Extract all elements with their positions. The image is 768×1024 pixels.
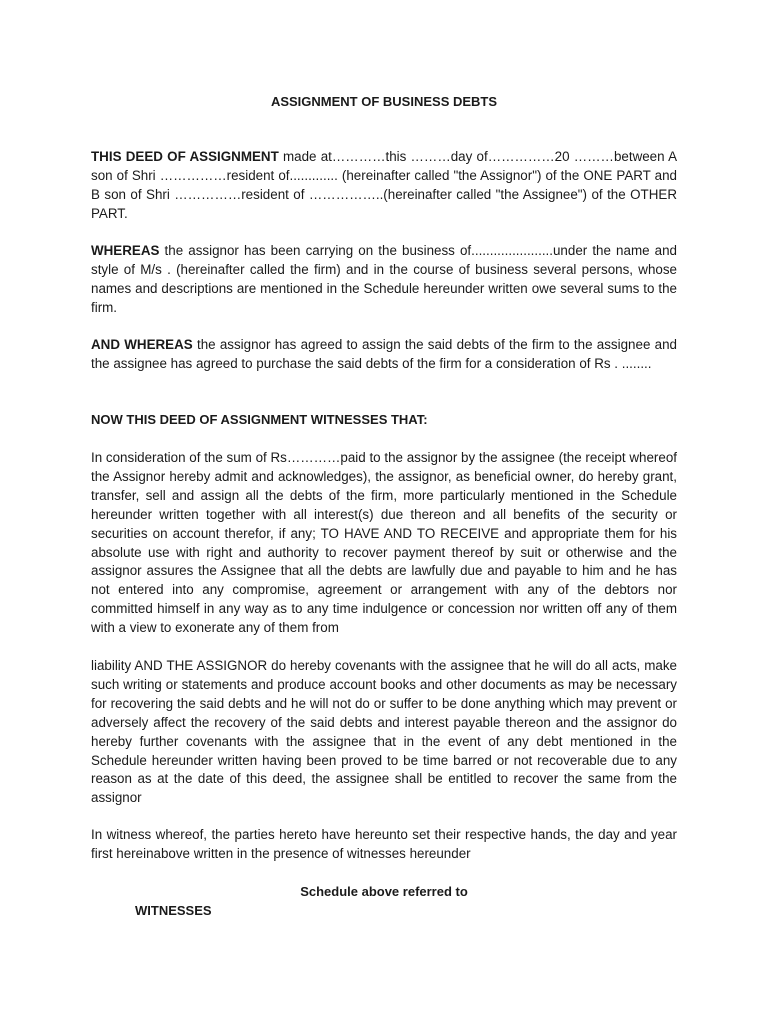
opening-lead: THIS DEED OF ASSIGNMENT xyxy=(91,149,279,164)
opening-paragraph xyxy=(91,148,677,224)
whereas-lead: WHEREAS xyxy=(91,243,160,258)
opening-body: made at…………this ………day of……………20 ………between A son of Shri ……………resident of............. (hereinafter called "the Assignor") of the ONE PART and B son of Shri ……………resident of ……………..(hereinafter called "the Assignee") of the OTHER PART. xyxy=(91,149,677,221)
document-title: ASSIGNMENT OF BUSINESS DEBTS xyxy=(270,94,498,109)
witnesses-that-heading: NOW THIS DEED OF ASSIGNMENT WITNESSES THAT: xyxy=(91,412,428,427)
witnesses-heading: WITNESSES xyxy=(135,903,212,918)
liability-paragraph: liability AND THE ASSIGNOR do hereby covenants with the assignee that he will do all acts, make such writing or statements and produce account books and other documents as may be necessary for recovering the said debts and he will not do or suffer to be done anything which may prevent or adversely affect the recovery of the said debts and interest payable thereon and the assignor do hereby further covenants with the assignee that in the event of any debt mentioned in the Schedule hereunder written having been proved to be time barred or not recoverable due to any reason as at the date of this deed, the assignee shall be entitled to recover the same from the assignor xyxy=(91,658,677,806)
consideration-paragraph: In consideration of the sum of Rs…………paid to the assignor by the assignee (the receipt whereof the Assignor hereby admit and acknowledges), the assignor, as beneficial owner, do hereby grant, transfer, sell and assign all the debts of the firm, more particularly mentioned in the Schedule hereunder written together with all interest(s) due thereon and all benefits of the security or securities on account therefor, if any; TO HAVE AND TO RECEIVE and appropriate them for his absolute use with right and authority to recover payment thereof by suit or otherwise and the assignor assures the Assignee that all the debts are lawfully due and payable to him and he has not entered into any compromise, agreement or arrangement with any of the debtors nor committed himself in any way as to any time indulgence or concession nor written off any of them with a view to exonerate any of them from xyxy=(91,450,677,636)
schedule-heading: Schedule above referred to xyxy=(300,884,468,899)
in-witness-paragraph: In witness whereof, the parties hereto have hereunto set their respective hands, the day and year first hereinabove written in the presence of witnesses hereunder xyxy=(91,827,677,861)
whereas-paragraph xyxy=(91,242,677,318)
and-whereas-lead: AND WHEREAS xyxy=(91,337,193,352)
and-whereas-paragraph xyxy=(91,336,677,374)
and-whereas-body: the assignor has agreed to assign the said debts of the firm to the assignee and the assignee has agreed to purchase the said debts of the firm for a consideration of Rs . ........ xyxy=(91,337,677,371)
whereas-body: the assignor has been carrying on the business of......................under the name and style of M/s . (hereinafter called the firm) and in the course of business several persons, whose names and descriptions are mentioned in the Schedule hereunder written owe several sums to the firm. xyxy=(91,243,677,315)
